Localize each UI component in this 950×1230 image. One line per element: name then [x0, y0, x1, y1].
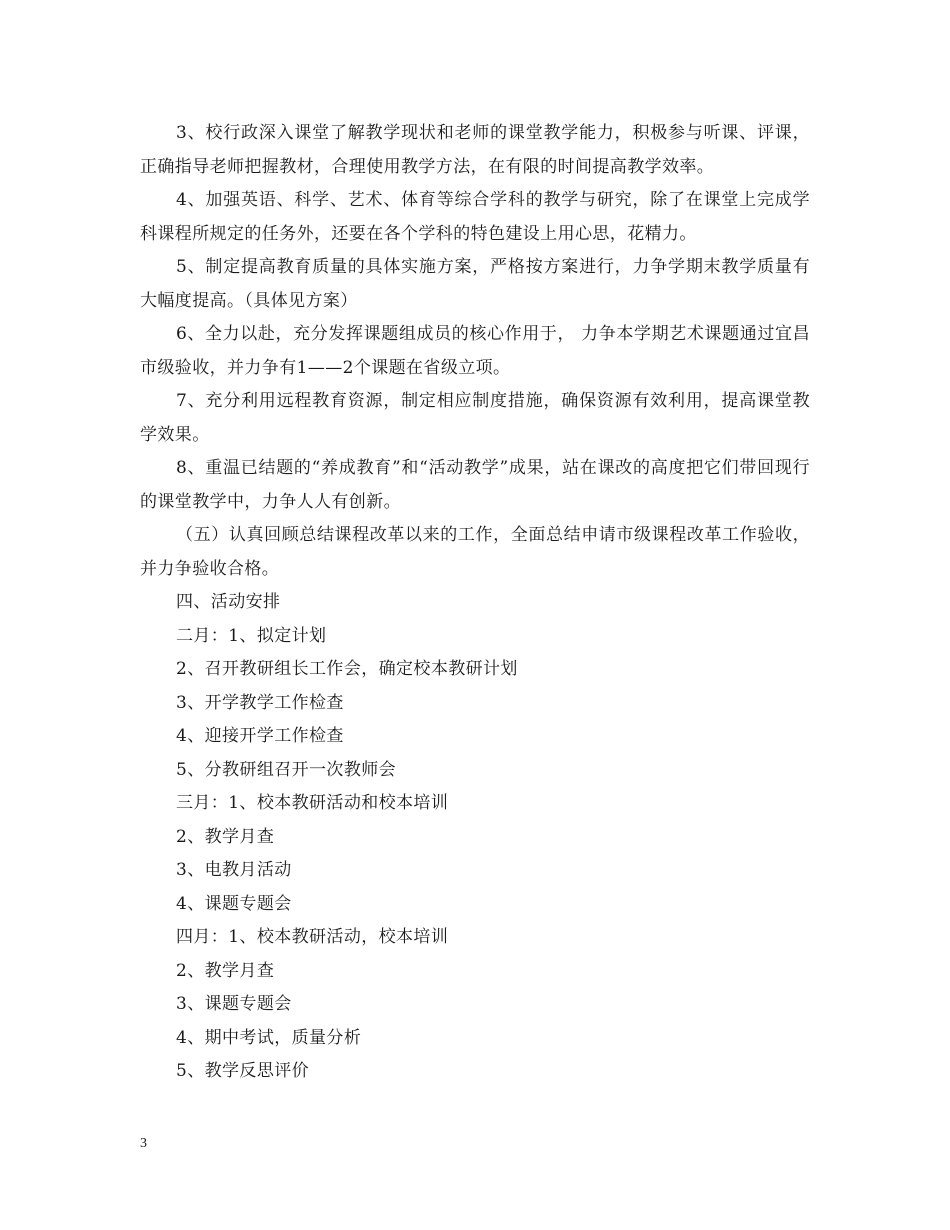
page-number: 3 [140, 1136, 147, 1151]
paragraph-item-4: 4、加强英语、科学、艺术、体育等综合学科的教学与研究，除了在课堂上完成学科课程所规定的任务外，还要在各个学科的特色建设上用心思，花精力。 [140, 190, 810, 244]
section-heading-activity-schedule: 四、活动安排 [176, 592, 281, 612]
paragraph-item-7: 7、充分利用远程教育资源，制定相应制度措施，确保资源有效利用，提高课堂教学效果。 [140, 391, 810, 445]
list-item: 5、分教研组召开一次教师会 [176, 759, 397, 780]
list-item: 3、课题专题会 [176, 994, 292, 1014]
list-item: 4、迎接开学工作检查 [176, 726, 344, 746]
list-item: 4、期中考试，质量分析 [176, 1027, 362, 1048]
paragraph-item-5: 5、制定提高教育质量的具体实施方案，严格按方案进行，力争学期末教学质量有大幅度提高。（具体见方案） [140, 257, 810, 311]
list-item: 三月：1、校本教研活动和校本培训 [176, 793, 449, 813]
paragraph-item-8: 8、重温已结题的“养成教育”和“活动教学”成果，站在课改的高度把它们带回现行的课堂教学中，力争人人有创新。 [140, 458, 810, 512]
paragraph-item-6: 6、全力以赴，充分发挥课题组成员的核心作用于， 力争本学期艺术课题通过宜昌市级验收，并力争有1——2个课题在省级立项。 [140, 324, 810, 378]
list-item: 2、教学月查 [176, 826, 275, 847]
list-item: 3、电教月活动 [176, 860, 292, 880]
list-item: 2、教学月查 [176, 960, 275, 981]
list-item: 四月：1、校本教研活动，校本培训 [176, 927, 449, 947]
list-item: 4、课题专题会 [176, 893, 292, 914]
paragraph-section-five: （五）认真回顾总结课程改革以来的工作，全面总结申请市级课程改革工作验收，并力争验收合格。 [140, 525, 810, 579]
paragraph-item-3: 3、校行政深入课堂了解教学现状和老师的课堂教学能力，积极参与听课、评课，正确指导老师把握教材，合理使用教学方法，在有限的时间提高教学效率。 [140, 123, 810, 177]
list-item: 2、召开教研组长工作会，确定校本教研计划 [176, 659, 518, 679]
list-item: 5、教学反思评价 [176, 1061, 310, 1081]
list-item: 3、开学教学工作检查 [176, 692, 344, 713]
list-item: 二月：1、拟定计划 [176, 625, 327, 646]
document-body [140, 117, 810, 1089]
